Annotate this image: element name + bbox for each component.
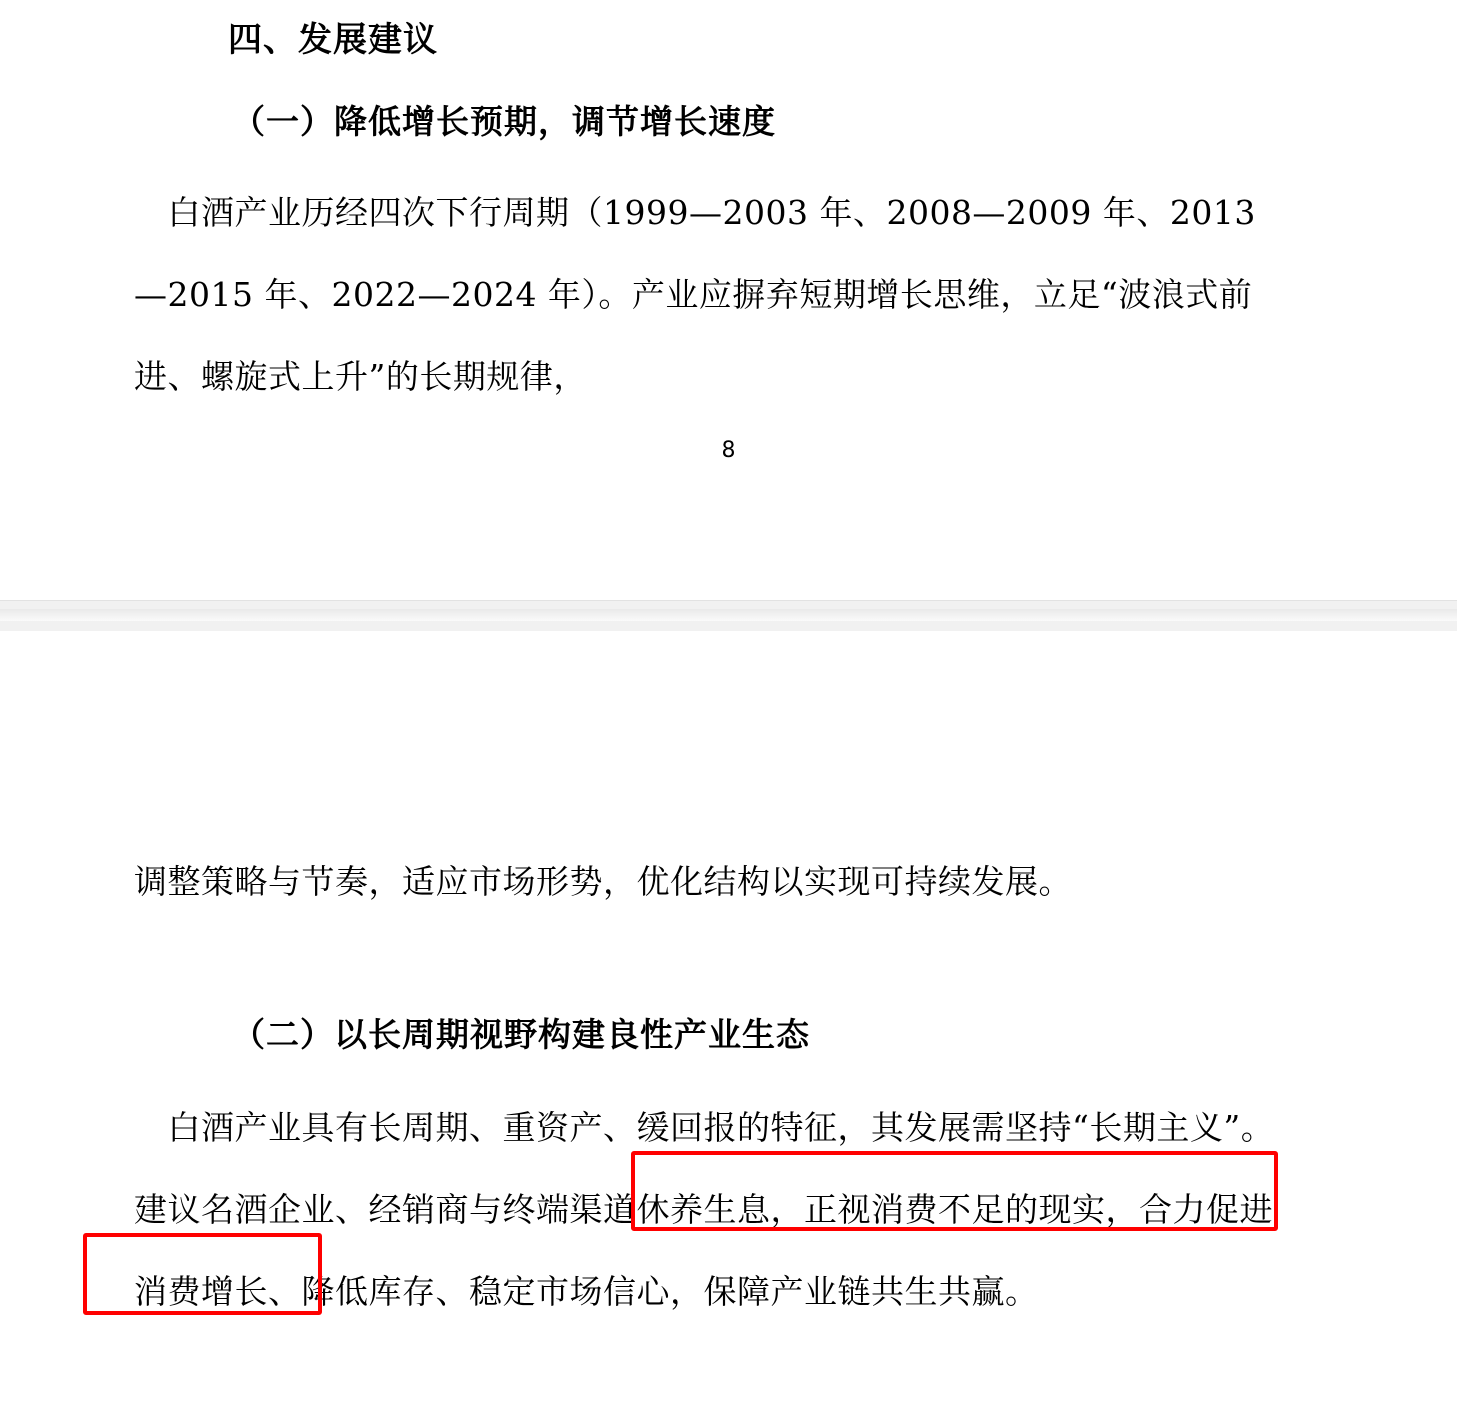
paragraph-one-continued: 调整策略与节奏，适应市场形势，优化结构以实现可持续发展。: [134, 862, 1072, 901]
page-fragment-bottom: [0, 631, 1457, 1407]
page-break-shadow: [0, 609, 1457, 621]
paragraph-one: 白酒产业历经四次下行周期（1999—2003 年、2008—2009 年、2013—2015 年、2022—2024 年）。产业应摒弃短期增长思维，立足“波浪式前进、螺旋式上升”的长期规律，: [134, 193, 1256, 396]
page-number: 8: [721, 438, 736, 463]
section-heading: 四、发展建议: [228, 20, 438, 60]
subsection-heading-one: （一）降低增长预期，调节增长速度: [232, 102, 776, 141]
subsection-heading-two: （二）以长周期视野构建良性产业生态: [232, 1015, 810, 1054]
paragraph-two: 白酒产业具有长周期、重资产、缓回报的特征，其发展需坚持“长期主义”。建议名酒企业、经销商与终端渠道休养生息，正视消费不足的现实，合力促进消费增长、降低库存、稳定市场信心，保障产业链共生共赢。: [134, 1108, 1275, 1311]
page-break-separator: [0, 600, 1457, 632]
page-fragment-top: [0, 0, 1457, 600]
